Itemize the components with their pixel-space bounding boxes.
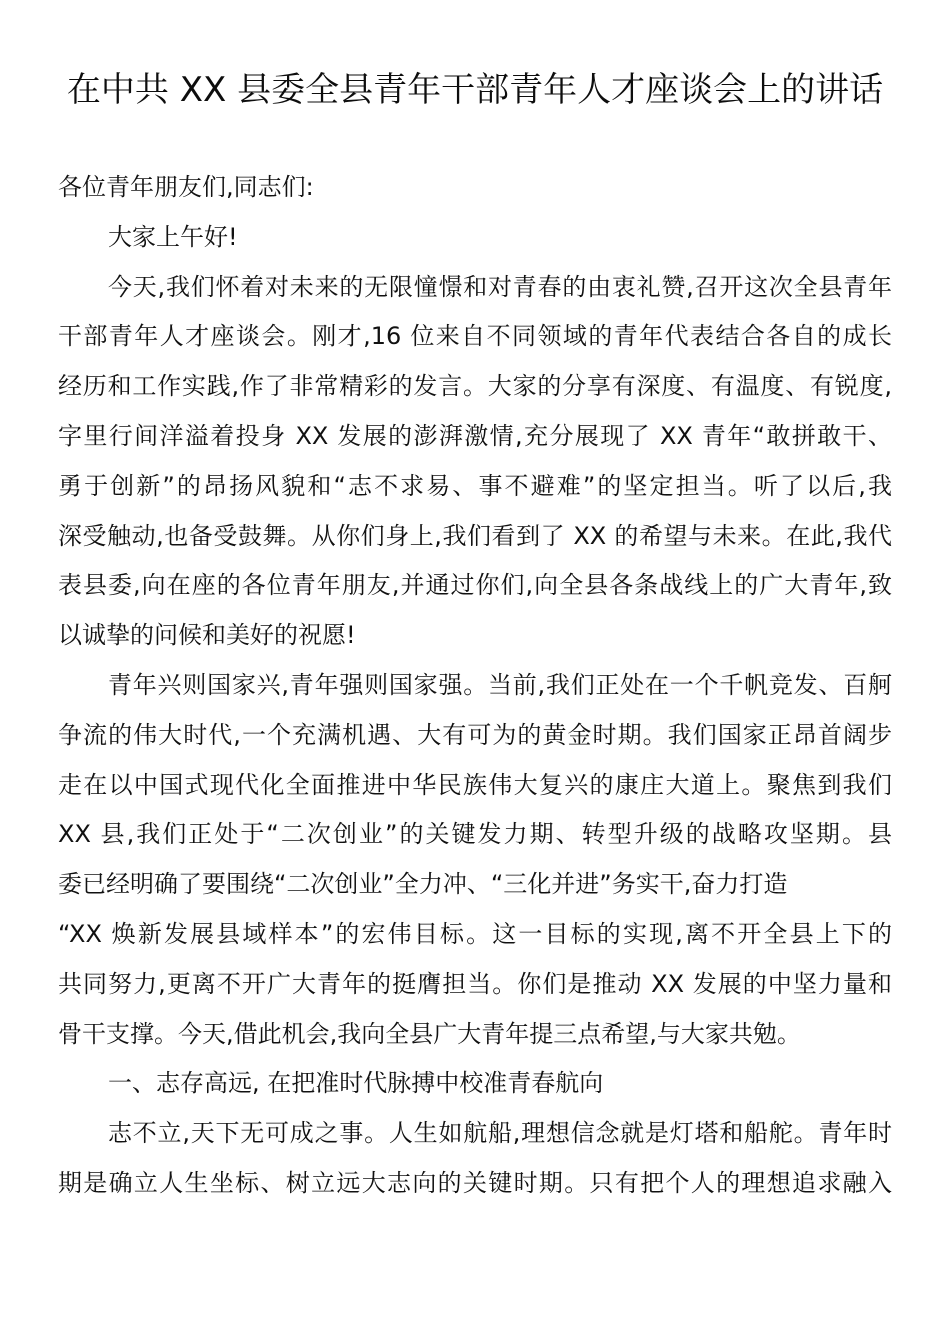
section-heading [58, 1059, 892, 1109]
text-line: 各位青年朋友们,同志们: [58, 173, 314, 201]
text-line: 大家上午好! [108, 222, 238, 251]
text-line: 青年兴则国家兴,青年强则国家强。当前,我们正处在一个千帆竞发、百舸 [108, 670, 892, 699]
paragraph-context [58, 661, 892, 1059]
text-line: 骨干支撑。今天,借此机会,我向全县广大青年提三点希望,与大家共勉。 [58, 1019, 801, 1048]
text-line: 表县委,向在座的各位青年朋友,并通过你们,向全县各条战线上的广大青年,致 [58, 571, 892, 600]
text-line: 共同努力,更离不开广大青年的挺膺担当。你们是推动 XX 发展的中坚力量和 [58, 969, 892, 998]
text-line: 以诚挚的问候和美好的祝愿! [58, 621, 356, 650]
text-line: 今天,我们怀着对未来的无限憧憬和对青春的由衷礼赞,召开这次全县青年 [108, 272, 892, 301]
paragraph-section-one [58, 1109, 892, 1209]
text-line: 委已经明确了要围绕“二次创业”全力冲、“三化并进”务实干,奋力打造 [58, 870, 788, 899]
text-line: 期是确立人生坐标、树立远大志向的关键时期。只有把个人的理想追求融入 [58, 1168, 892, 1197]
text-line: XX 县,我们正处于“二次创业”的关键发力期、转型升级的战略攻坚期。县 [58, 820, 892, 849]
section-heading-line: 一、志存高远, 在把准时代脉搏中校准青春航向 [108, 1069, 604, 1098]
paragraph-salutation [58, 163, 892, 213]
text-line: “XX 焕新发展县域样本”的宏伟目标。这一目标的实现,离不开全县上下的 [58, 919, 892, 948]
document-title: 在中共 XX 县委全县青年干部青年人才座谈会上的讲话 [66, 70, 884, 110]
text-line: 争流的伟大时代,一个充满机遇、大有可为的黄金时期。我们国家正昂首阔步 [58, 720, 892, 749]
text-line: 走在以中国式现代化全面推进中华民族伟大复兴的康庄大道上。聚焦到我们 [58, 770, 892, 799]
text-line: 经历和工作实践,作了非常精彩的发言。大家的分享有深度、有温度、有锐度, [58, 372, 892, 401]
text-line: 勇于创新”的昂扬风貌和“志不求易、事不避难”的坚定担当。听了以后,我 [58, 471, 892, 500]
text-line: 字里行间洋溢着投身 XX 发展的澎湃激情,充分展现了 XX 青年“敢拼敢干、 [58, 421, 892, 450]
text-line: 深受触动,也备受鼓舞。从你们身上,我们看到了 XX 的希望与未来。在此,我代 [58, 521, 892, 550]
document-body [58, 163, 892, 1209]
paragraph-greeting [58, 213, 892, 263]
paragraph-opening [58, 263, 892, 661]
text-line: 志不立,天下无可成之事。人生如航船,理想信念就是灯塔和船舵。青年时 [108, 1119, 892, 1148]
text-line: 干部青年人才座谈会。刚才,16 位来自不同领域的青年代表结合各自的成长 [58, 322, 892, 351]
